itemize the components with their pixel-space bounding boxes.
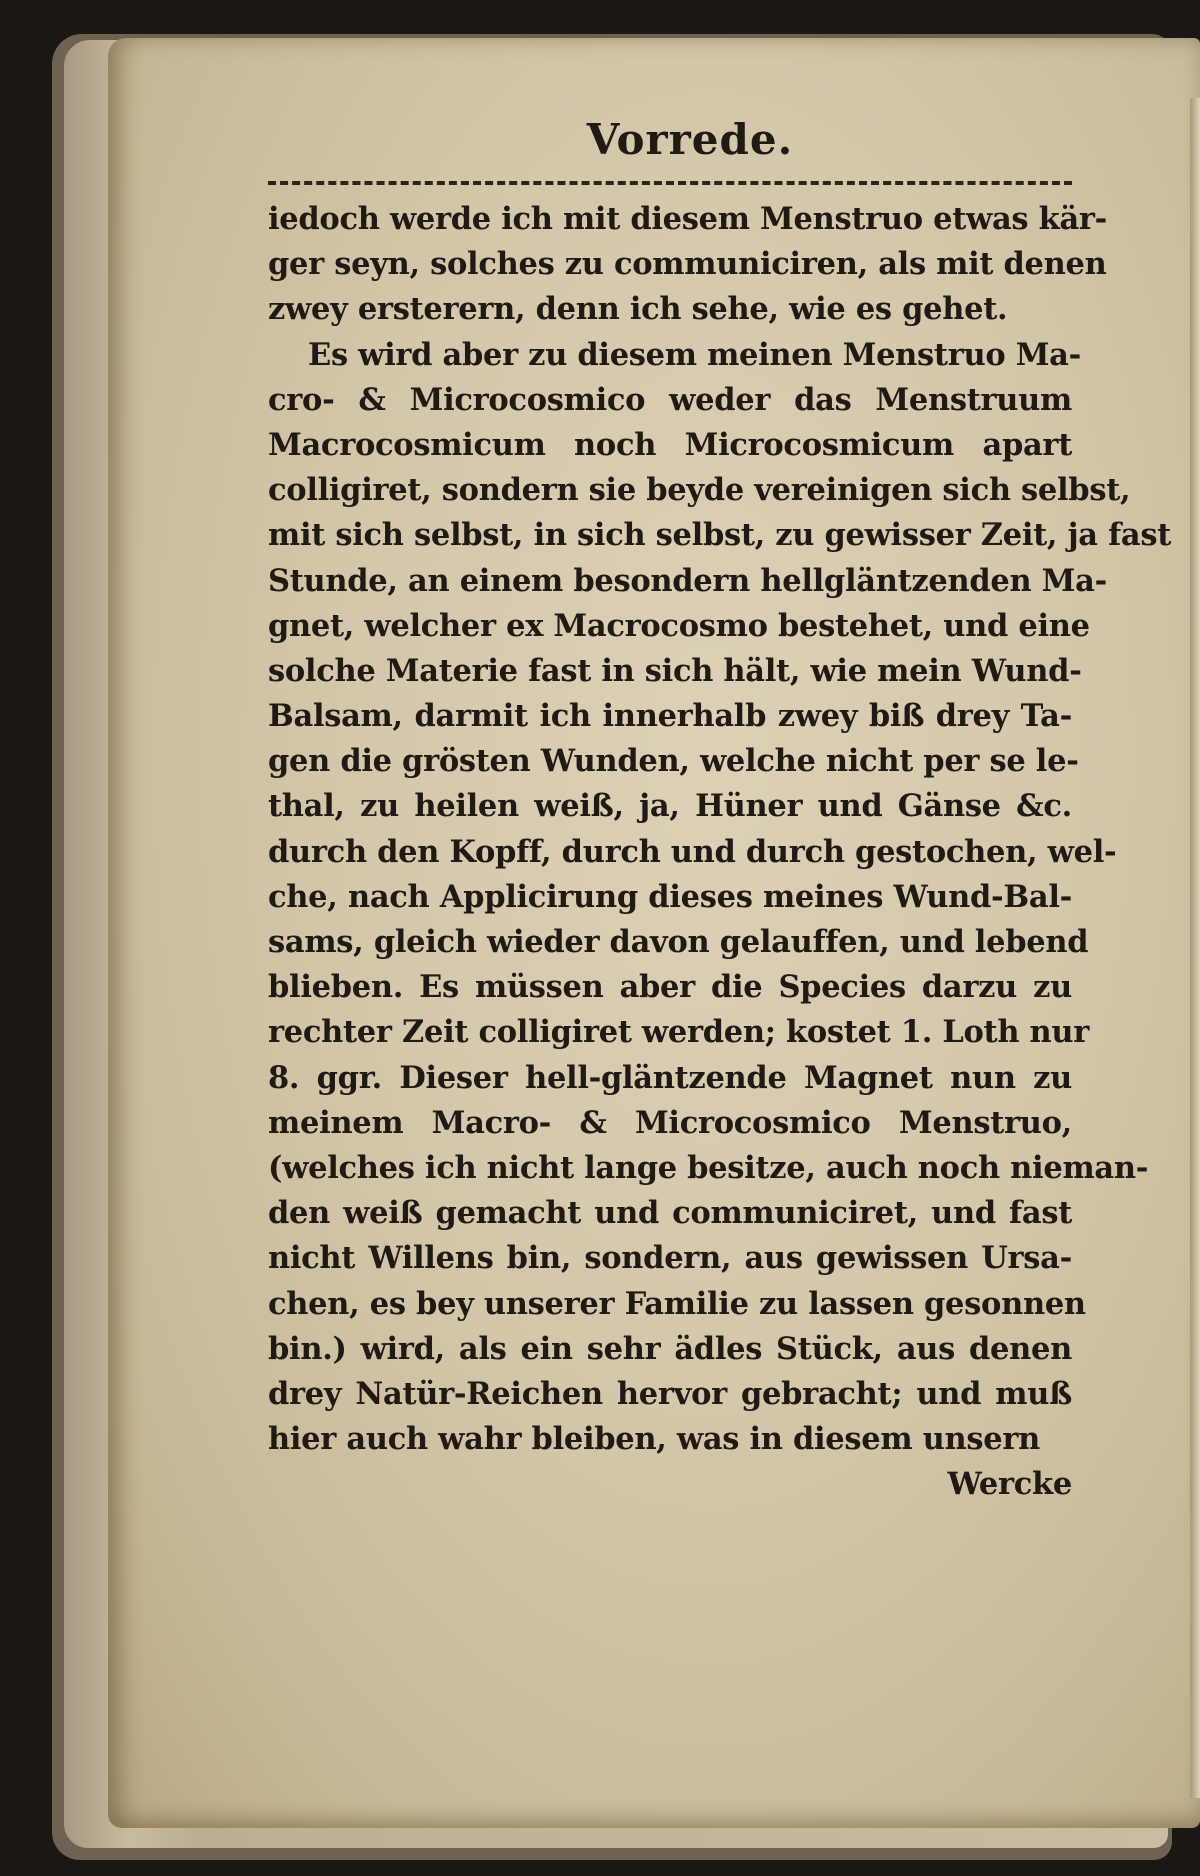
catchword: Wercke [947,1466,1072,1503]
text-line: cro- & Microcosmico weder das Menstruum [268,381,1072,418]
text-line: gnet, welcher ex Macrocosmo bestehet, und eine [268,607,1090,644]
head-rule [268,181,1072,185]
text-line: mit sich selbst, in sich selbst, zu gewisser Zeit, ja fast [268,517,1172,554]
text-line: che, nach Applicirung dieses meines Wund-Bal- [268,878,1072,915]
text-line: 8. ggr. Dieser hell-gläntzende Magnet nun zu [268,1059,1072,1096]
text-line: zwey ersterern, denn ich sehe, wie es gehet. [268,291,1008,328]
text-line: nicht Willens bin, sondern, aus gewissen Ursa- [268,1240,1072,1277]
text-line: sams, gleich wieder davon gelauffen, und lebend [268,924,1089,960]
text-line: solche Materie fast in sich hält, wie mein Wund- [268,652,1082,689]
text-line: rechter Zeit colligiret werden; kostet 1. Loth nur [268,1014,1090,1051]
text-line: Macrocosmicum noch Microcosmicum apart [268,426,1072,463]
text-line: drey Natür-Reichen hervor gebracht; und muß [268,1375,1072,1412]
page-fore-edge [1190,98,1200,1798]
text-line: meinem Macro- & Microcosmico Menstruo, [268,1104,1072,1141]
page-content [268,115,1172,1507]
text-line: Balsam, darmit ich innerhalb zwey biß drey Ta- [268,698,1072,735]
text-line: thal, zu heilen weiß, ja, Hüner und Gänse &c. [268,788,1072,825]
text-line: blieben. Es müssen aber die Species darzu zu [268,969,1072,1006]
text-line: hier auch wahr bleiben, was in diesem unsern [268,1421,1041,1458]
text-line: Stunde, an einem besondern hellgläntzenden Ma- [268,562,1107,599]
text-line: gen die grösten Wunden, welche nicht per se le- [268,743,1079,780]
text-line: den weiß gemacht und communiciret, und fast [268,1195,1072,1232]
body-text [268,197,1172,1462]
text-line: chen, es bey unserer Familie zu lassen gesonnen [268,1285,1086,1322]
running-head: Vorrede. [586,115,794,164]
text-line: iedoch werde ich mit diesem Menstruo etwas kär- [268,201,1108,237]
text-line: (welches ich nicht lange besitze, auch noch nieman- [268,1149,1149,1186]
text-line: colligiret, sondern sie beyde vereinigen sich selbst, [268,472,1131,509]
text-line: bin.) wird, als ein sehr ädles Stück, aus denen [268,1330,1072,1367]
text-line: Es wird aber zu diesem meinen Menstruo Ma- [308,336,1081,373]
text-line: ger seyn, solches zu communiciren, als mit denen [268,246,1107,283]
text-line: durch den Kopff, durch und durch gestochen, wel- [268,833,1117,870]
